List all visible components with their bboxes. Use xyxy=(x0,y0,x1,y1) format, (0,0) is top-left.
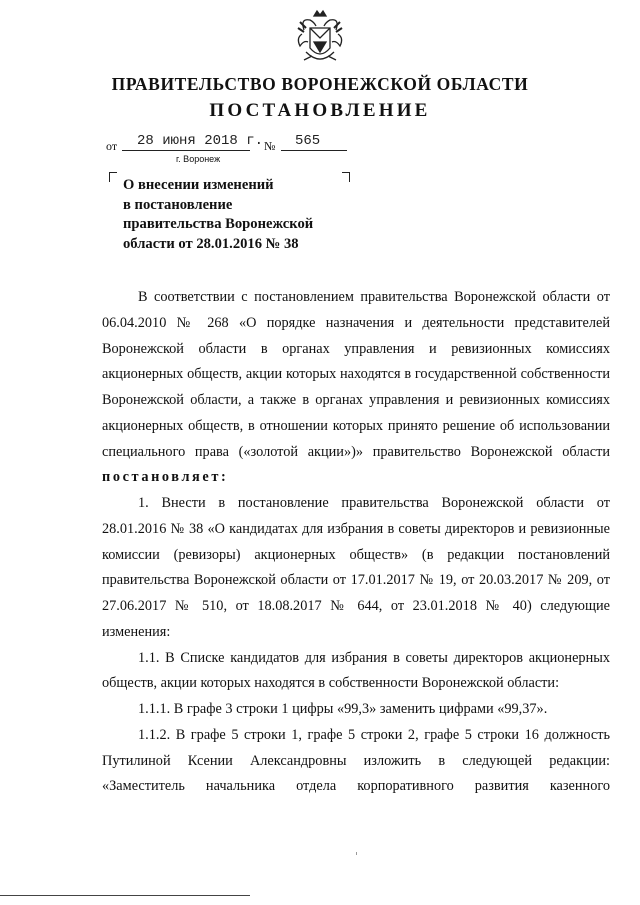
date-underline xyxy=(122,150,250,151)
left-corner-mark xyxy=(109,172,117,182)
right-corner-mark xyxy=(342,172,350,182)
document-subject xyxy=(123,176,333,254)
preamble-paragraph xyxy=(102,285,610,491)
item-1-1-1-paragraph: 1.1.1. В графе 3 строки 1 цифры «99,3» заменить цифрами «99,37». xyxy=(138,701,548,717)
organization-title: ПРАВИТЕЛЬСТВО ВОРОНЕЖСКОЙ ОБЛАСТИ xyxy=(111,74,529,94)
voronezh-coat-of-arms-icon xyxy=(290,8,350,68)
document-body xyxy=(102,285,610,800)
footer-rule xyxy=(0,895,250,896)
document-number: 565 xyxy=(295,133,321,149)
scan-speck xyxy=(356,852,357,855)
document-date: 28 июня 2018 г. xyxy=(137,133,264,149)
number-prefix: № xyxy=(264,139,276,153)
number-underline xyxy=(281,150,347,151)
item-1-paragraph: 1. Внести в постановление правительства Воронежской области от 28.01.2016 № 38 «О кандидатах для избрания в советы директоров и ревизионные комиссии (ревизоры) акционерных обществ» (в редакции постановлений правительства Воронежской области от 17.01.2017 № 19, от 20.03.2017 № 209, от 27.06.2017 № 510, от 18.08.2017 № 644, от 23.01.2018 № 40) следующие изменения: xyxy=(102,495,610,640)
subject-line: правительства Воронежской xyxy=(123,216,314,232)
document-type-title: ПОСТАНОВЛЕНИЕ xyxy=(209,100,431,121)
item-1-1-2-paragraph: 1.1.2. В графе 5 строки 1, графе 5 строки 2, графе 5 строки 16 должность Путилиной Ксении Александровны изложить в следующей редакции: «Заместитель начальника отдела корпоративного развития казенного xyxy=(102,726,610,795)
decree-word: постановляет: xyxy=(102,469,229,486)
city-name: г. Воронеж xyxy=(176,154,221,164)
subject-line: области от 28.01.2016 № 38 xyxy=(123,235,299,252)
preamble-text: В соответствии с постановлением правительства Воронежской области от 06.04.2010 № 268 «О порядке назначения и деятельности представителей Воронежской области в органах управления и ревизионных комиссиях акционерных обществ, акции которых находятся в государственной собственности Воронежской области, а также в органах управления и ревизионных комиссиях акционерных обществ, в отношении которых принято решение об использовании специального права («золотой акции»)» правительство Воронежской области xyxy=(102,289,610,460)
date-prefix: от xyxy=(106,139,118,153)
subject-line: в постановление xyxy=(123,196,233,213)
subject-line: О внесении изменений xyxy=(123,177,274,193)
item-1-1-paragraph: 1.1. В Списке кандидатов для избрания в советы директоров акционерных обществ, акции которых находятся в собственности Воронежской области: xyxy=(102,649,610,692)
